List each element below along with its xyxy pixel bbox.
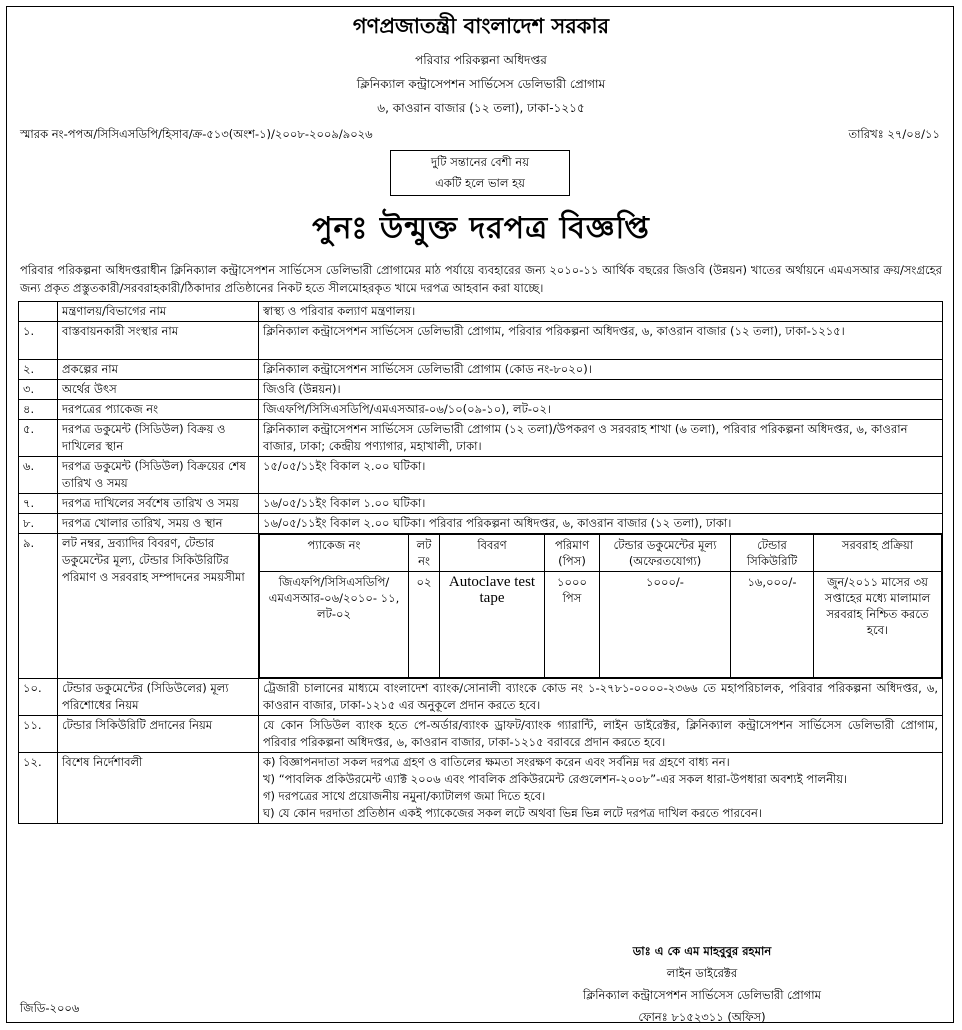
table-row: [19, 400, 943, 420]
lot-header-row: [260, 535, 942, 572]
tender-details-table: [18, 301, 943, 824]
row-label: দরপত্রের প্যাকেজ নং: [58, 400, 259, 420]
delivery-header: সরবরাহ প্রক্রিয়া: [814, 535, 942, 572]
intro-paragraph: পরিবার পরিকল্পনা অধিদপ্তরাধীন ক্লিনিক্যাল কন্ট্রাসেপশন সার্ভিসেস ডেলিভারী প্রোগামের মাঠ পর্যায়ে ব্যবহারের জন্য ২০১০-১১ আর্থিক বছরের জিওবি (উন্নয়ন) খাতের অর্থায়নে এমএসআর ক্রয়/সংগ্রহের জন্য প্রকৃত প্রস্তুতকারী/সরবরাহকারী/ঠিকাদার প্রতিষ্ঠানের নিকট হতে সীলমোহরকৃত খামে দরপত্র আহবান করা যাচ্ছে।: [20, 263, 942, 295]
package-value: জিএফপি/সিসিএসডিপি/ এমএসআর-০৬/২০১০- ১১, লট-০২: [260, 572, 409, 678]
table-row: [19, 494, 943, 514]
row-number: ২.: [19, 360, 58, 380]
slogan-box: [390, 150, 570, 196]
lot-table: [259, 534, 942, 678]
lot-value: ০২: [409, 572, 440, 678]
table-row: [19, 420, 943, 457]
table-row: [19, 514, 943, 534]
quantity-value: ১০০০ পিস: [545, 572, 600, 678]
row-label: দরপত্র দাখিলের সর্বশেষ তারিখ ও সময়: [58, 494, 259, 514]
instruction-item: গ) দরপত্রের সাথে প্রয়োজনীয় নমুনা/ক্যাটালগ জমা দিতে হবে।: [263, 789, 546, 803]
row-label: বিশেষ নির্দেশাবলী: [58, 753, 259, 824]
row-number: ৭.: [19, 494, 58, 514]
instruction-item: ঘ) যে কোন দরদাতা প্রতিষ্ঠান একই প্যাকেজের সকল লটে অথবা ভিন্ন ভিন্ন লটে দরপত্র দাখিল করতে পারবেন।: [263, 806, 762, 820]
row-label: প্রকল্পের নাম: [58, 360, 259, 380]
table-row: [19, 534, 943, 679]
notice-headline: পুনঃ উন্মুক্ত দরপত্র বিজ্ঞপ্তি: [312, 211, 650, 246]
quantity-header: পরিমাণ (পিস): [545, 535, 600, 572]
row-value: ১৬/০৫/১১ইং বিকাল ২.০০ ঘটিকা। পরিবার পরিকল্পনা অধিদপ্তর, ৬, কাওরান বাজার (১২ তলা), ঢাকা।: [259, 514, 943, 534]
doc-price-header: টেন্ডার ডকুমেন্টের মূল্য (অফেরতযোগ্য): [600, 535, 731, 572]
table-row: [19, 716, 943, 753]
signatory-program: ক্লিনিক্যাল কন্ট্রাসেপশন সার্ভিসেস ডেলিভারী প্রোগাম: [582, 988, 822, 1002]
package-header: প্যাকেজ নং: [260, 535, 409, 572]
row-value: জিএফপি/সিসিএসডিপি/এমএসআর-০৬/১০(০৯-১০), লট-০২।: [259, 400, 943, 420]
row-value: ১৬/০৫/১১ইং বিকাল ১.০০ ঘটিকা।: [259, 494, 943, 514]
row-value: স্বাস্থ্য ও পরিবার কল্যাণ মন্ত্রণালয়।: [259, 302, 943, 322]
instruction-item: ক) বিজ্ঞাপনদাতা সকল দরপত্র গ্রহণ ও বাতিলের ক্ষমতা সংরক্ষণ করেন এবং সর্বনিম্ন দর গ্রহণে বাধ্য নন।: [263, 755, 730, 769]
signatory-phone: ফোনঃ ৮১৫২৩১১ (অফিস): [638, 1010, 766, 1024]
lot-table-cell: [259, 534, 943, 679]
row-number: ৪.: [19, 400, 58, 420]
row-value: ক্লিনিক্যাল কন্ট্রাসেপশন সার্ভিসেস ডেলিভারী প্রোগাম (১২ তলা)/উপকরণ ও সরবরাহ শাখা (৬ তলা), পরিবার পরিকল্পনা অধিদপ্তর, ৬, কাওরান বাজার, ঢাকা; কেন্দ্রীয় পণ্যাগার, মহাখালী, ঢাকা।: [259, 420, 943, 457]
row-label: টেন্ডার ডকুমেন্টের (সিডিউলের) মূল্য পরিশোধের নিয়ম: [58, 679, 259, 716]
row-number: ৯.: [19, 534, 58, 679]
table-row: [19, 380, 943, 400]
table-row: [19, 322, 943, 360]
row-label: লট নম্বর, দ্রব্যাদির বিবরণ, টেন্ডার ডকুমেন্টের মূল্য, টেন্ডার সিকিউরিটির পরিমাণ ও সরবরাহ সম্পাদনের সময়সীমা: [58, 534, 259, 679]
signatory-name: ডাঃ এ কে এম মাহবুবুর রহমান: [632, 944, 772, 958]
row-number: ৩.: [19, 380, 58, 400]
table-row: [19, 679, 943, 716]
table-row: [19, 457, 943, 494]
row-value: ১৫/০৫/১১ইং বিকাল ২.০০ ঘটিকা।: [259, 457, 943, 494]
row-value: যে কোন সিডিউল ব্যাংক হতে পে-অর্ডার/ব্যাংক ড্রাফট/ব্যাংক গ্যারান্টি, লাইন ডাইরেক্টর, ক্লিনিক্যাল কন্ট্রাসেপশন সার্ভিসেস ডেলিভারী প্রোগাম, পরিবার পরিকল্পনা অধিদপ্তর, ৬, কাওরান বাজার, ঢাকা-১২১৫ বরাবরে প্রদান করতে হবে।: [259, 716, 943, 753]
signatory-designation: লাইন ডাইরেক্টর: [666, 966, 738, 980]
government-title: গণপ্রজাতন্ত্রী বাংলাদেশ সরকার: [352, 14, 610, 38]
description-header: বিবরণ: [440, 535, 545, 572]
slogan-line-2: একটি হলে ভাল হয়: [435, 176, 525, 190]
signature-block: [532, 940, 872, 1028]
directorate-name: পরিবার পরিকল্পনা অধিদপ্তর: [415, 53, 547, 67]
row-number: ৬.: [19, 457, 58, 494]
table-row: [19, 360, 943, 380]
security-header: টেন্ডার সিকিউরিটি: [731, 535, 814, 572]
delivery-value: জুন/২০১১ মাসের ৩য় সপ্তাহের মধ্যে মালামাল সরবরাহ নিশ্চিত করতে হবে।: [814, 572, 942, 678]
row-label: বাস্তবায়নকারী সংস্থার নাম: [58, 322, 259, 360]
security-value: ১৬,০০০/-: [731, 572, 814, 678]
row-label: মন্ত্রণালয়/বিভাগের নাম: [58, 302, 259, 322]
row-label: টেন্ডার সিকিউরিটি প্রদানের নিয়ম: [58, 716, 259, 753]
row-number: [19, 302, 58, 322]
row-value: ক্লিনিক্যাল কন্ট্রাসেপশন সার্ভিসেস ডেলিভারী প্রোগাম, পরিবার পরিকল্পনা অধিদপ্তর, ৬, কাওরান বাজার (১২ তলা), ঢাকা-১২১৫।: [259, 322, 943, 360]
row-number: ১২.: [19, 753, 58, 824]
row-number: ১.: [19, 322, 58, 360]
row-label: দরপত্র খোলার তারিখ, সময় ও স্থান: [58, 514, 259, 534]
notice-date: তারিখঃ ২৭/০৪/১১: [848, 127, 940, 141]
row-label: দরপত্র ডকুমেন্ট (সিডিউল) বিক্রয়ের শেষ তারিখ ও সময়: [58, 457, 259, 494]
memo-number: স্মারক নং-পপঅ/সিসিএসডিপি/হিসাব/ক্র-৫১৩(অংশ-১)/২০০৮-২০০৯/৯০২৬: [20, 127, 373, 141]
slogan-line-1: দুটি সন্তানের বেশী নয়: [430, 155, 530, 169]
doc-price-value: ১০০০/-: [600, 572, 731, 678]
row-number: ৮.: [19, 514, 58, 534]
description-value: Autoclave test tape: [440, 572, 545, 678]
row-label: দরপত্র ডকুমেন্ট (সিডিউল) বিক্রয় ও দাখিলের স্থান: [58, 420, 259, 457]
row-value: ট্রেজারী চালানের মাধ্যমে বাংলাদেশ ব্যাংক/সোনালী ব্যাংকে কোড নং ১-২৭৮১-০০০০-২৩৬৬ তে মহাপরিচালক, পরিবার পরিকল্পনা অধিদপ্তর, ৬, কাওরান বাজার, ঢাকা-১২১৫ এর অনুকূলে প্রদান করতে হবে।: [259, 679, 943, 716]
row-label: অর্থের উৎস: [58, 380, 259, 400]
lot-value-row: [260, 572, 942, 678]
instructions-cell: [259, 753, 943, 824]
row-value: জিওবি (উন্নয়ন)।: [259, 380, 943, 400]
program-name: ক্লিনিক্যাল কন্ট্রাসেপশন সার্ভিসেস ডেলিভারী প্রোগাম: [356, 77, 606, 91]
row-number: ৫.: [19, 420, 58, 457]
office-address: ৬, কাওরান বাজার (১২ তলা), ঢাকা-১২১৫: [377, 101, 585, 115]
table-row: [19, 753, 943, 824]
footer-code: জিডি-২০০৬: [20, 1001, 80, 1015]
table-row: [19, 302, 943, 322]
instruction-item: খ) “পাবলিক প্রকিউরমেন্ট এ্যাক্ট ২০০৬ এবং পাবলিক প্রকিউরমেন্ট রেগুলেশন-২০০৮”-এর সকল ধারা-উপধারা অবশ্যই পালনীয়।: [263, 772, 848, 786]
row-number: ১১.: [19, 716, 58, 753]
lot-header: লট নং: [409, 535, 440, 572]
row-value: ক্লিনিক্যাল কন্ট্রাসেপশন সার্ভিসেস ডেলিভারী প্রোগাম (কোড নং-৮০২০)।: [259, 360, 943, 380]
row-number: ১০.: [19, 679, 58, 716]
